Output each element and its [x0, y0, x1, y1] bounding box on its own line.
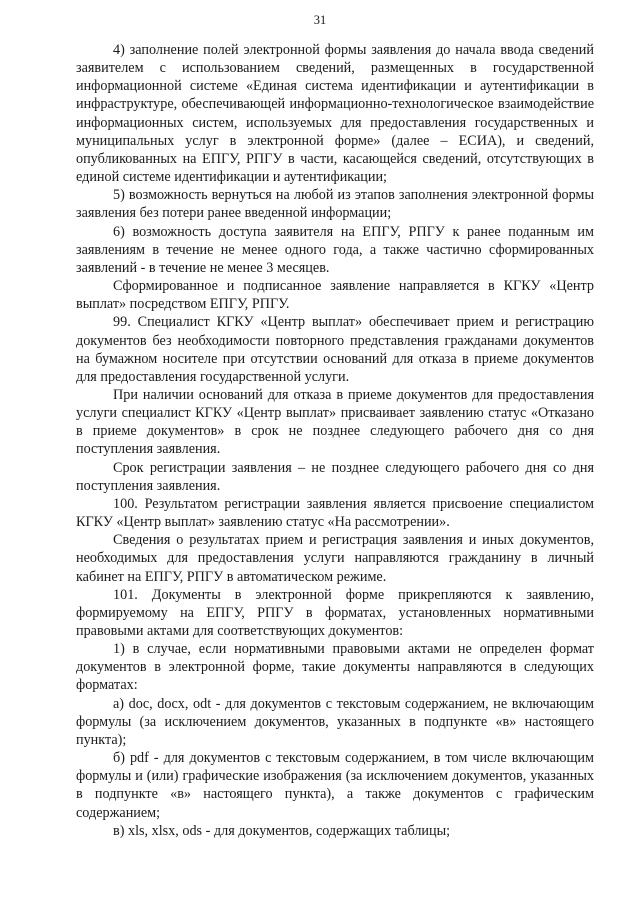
paragraph-format-a: а) doc, docx, odt - для документов с текстовым содержанием, не включающим формулы (за исключением документов, указанных в подпункте «в» настоящего пункта); [76, 695, 594, 748]
paragraph-submission: Сформированное и подписанное заявление направляется в КГКУ «Центр выплат» посредством ЕПГУ, РПГУ. [76, 278, 594, 313]
page-number: 31 [313, 13, 327, 27]
paragraph-refusal: При наличии оснований для отказа в приеме документов для предоставления услуги специалист КГКУ «Центр выплат» присваивает заявлению статус «Отказано в приеме документов» в срок не позднее следующего рабочего дня со дня поступления заявления. [76, 386, 594, 458]
paragraph-results: Сведения о результатах прием и регистрация заявления и иных документов, необходимых для предоставления услуги направляются гражданину в личный кабинет на ЕПГУ, РПГУ в автоматическом режиме. [76, 532, 594, 585]
paragraph-format-v: в) xls, xlsx, ods - для документов, содержащих таблицы; [113, 822, 451, 839]
document-body [76, 41, 594, 840]
paragraph-formats-intro: 1) в случае, если нормативными правовыми актами не определен формат документов в электронной форме, такие документы направляются в следующих форматах: [76, 641, 594, 694]
paragraph-section-100: 100. Результатом регистрации заявления является присвоение специалистом КГКУ «Центр выплат» заявлению статус «На рассмотрении». [76, 495, 594, 531]
paragraph-section-101: 101. Документы в электронной форме прикрепляются к заявлению, формируемому на ЕПГУ, РПГУ в форматах, установленных нормативными правовыми актами для соответствующих документов: [76, 586, 594, 639]
paragraph-item-6: 6) возможность доступа заявителя на ЕПГУ, РПГУ к ранее поданным им заявлениям в течение не менее одного года, а также частично сформированных заявлений - в течение не менее 3 месяцев. [76, 223, 594, 276]
paragraph-item-4: 4) заполнение полей электронной формы заявления до начала ввода сведений заявителем с использованием сведений, размещенных в государственной информационной системе «Единая система идентификации и аутентификации в инфраструктуре, обеспечивающей информационно-технологическое взаимодействие информационных систем, используемых для предоставления государственных и муниципальных услуг в электронной форме» (далее – ЕСИА), и сведений, опубликованных на ЕПГУ, РПГУ в части, касающейся сведений, отсутствующих в единой системе идентификации и аутентификации; [76, 42, 594, 186]
paragraph-format-b: б) pdf - для документов с текстовым содержанием, в том числе включающим формулы и (или) графические изображения (за исключением документов, указанных в подпункте «в» настоящего пункта), а также документов с графическим содержанием; [76, 750, 594, 821]
paragraph-section-99: 99. Специалист КГКУ «Центр выплат» обеспечивает прием и регистрацию документов без необходимости повторного представления гражданами документов на бумажном носителе при отсутствии оснований для отказа в приеме документов для предоставления государственной услуги. [76, 314, 594, 385]
paragraph-registration-term: Срок регистрации заявления – не позднее следующего рабочего дня со дня поступления заявления. [76, 459, 594, 494]
paragraph-item-5: 5) возможность вернуться на любой из этапов заполнения электронной формы заявления без потери ранее введенной информации; [76, 187, 594, 222]
